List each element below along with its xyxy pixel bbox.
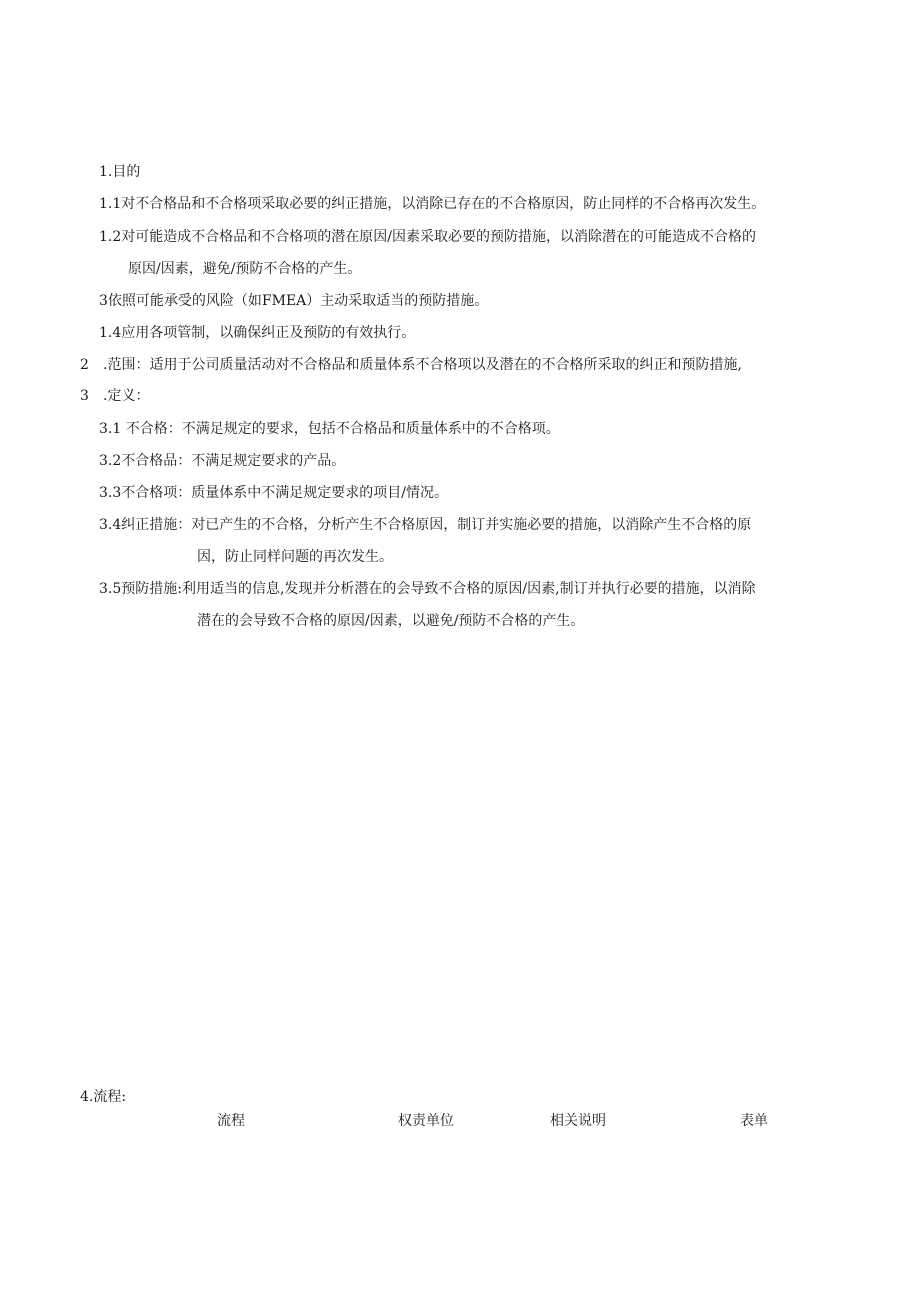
section-1-heading: 1.目的 (99, 164, 141, 180)
item-3-5-line-1: 3.5预防措施:利用适当的信息,发现并分析潜在的会导致不合格的原因/因素,制订并执行必要的措施，以消除 (99, 581, 756, 597)
item-1-2-line-1: 1.2对可能造成不合格品和不合格项的潜在原因/因素采取必要的预防措施，以消除潜在的可能造成不合格的 (99, 229, 756, 245)
item-3-2: 3.2不合格品：不满足规定要求的产品。 (99, 453, 346, 469)
section-2-number: 2 (80, 357, 89, 373)
item-3-4-line-2: 因，防止同样问题的再次发生。 (197, 549, 393, 565)
item-1-1: 1.1对不合格品和不合格项采取必要的纠正措施，以消除已存在的不合格原因，防止同样的不合格再次发生。 (99, 196, 766, 212)
item-3-4-line-1: 3.4纠正措施：对已产生的不合格，分析产生不合格原因，制订并实施必要的措施，以消除产生不合格的原 (99, 517, 752, 533)
item-3-5-line-2: 潜在的会导致不合格的原因/因素，以避免/预防不合格的产生。 (197, 613, 585, 629)
item-1-2-line-2: 原因/因素，避免/预防不合格的产生。 (128, 261, 362, 277)
item-3-1: 3.1 不合格：不满足规定的要求，包括不合格品和质量体系中的不合格项。 (99, 421, 560, 437)
column-header-description: 相关说明 (550, 1113, 606, 1129)
column-header-flow: 流程 (217, 1113, 245, 1129)
section-4-heading: 4.流程: (80, 1089, 127, 1105)
item-3-3: 3.3不合格项：质量体系中不满足规定要求的项目/情况。 (99, 485, 448, 501)
item-1-3: 3依照可能承受的风险（如FMEA）主动采取适当的预防措施。 (99, 293, 489, 309)
item-1-4: 1.4应用各项管制，以确保纠正及预防的有效执行。 (99, 325, 416, 341)
section-2-text: .范围：适用于公司质量活动对不合格品和质量体系不合格项以及潜在的不合格所采取的纠正和预防措施, (103, 357, 742, 373)
section-3-number: 3 (80, 388, 89, 404)
column-header-responsible-unit: 权责单位 (398, 1113, 454, 1129)
section-3-heading: .定义： (103, 388, 150, 404)
column-header-forms: 表单 (740, 1113, 768, 1129)
